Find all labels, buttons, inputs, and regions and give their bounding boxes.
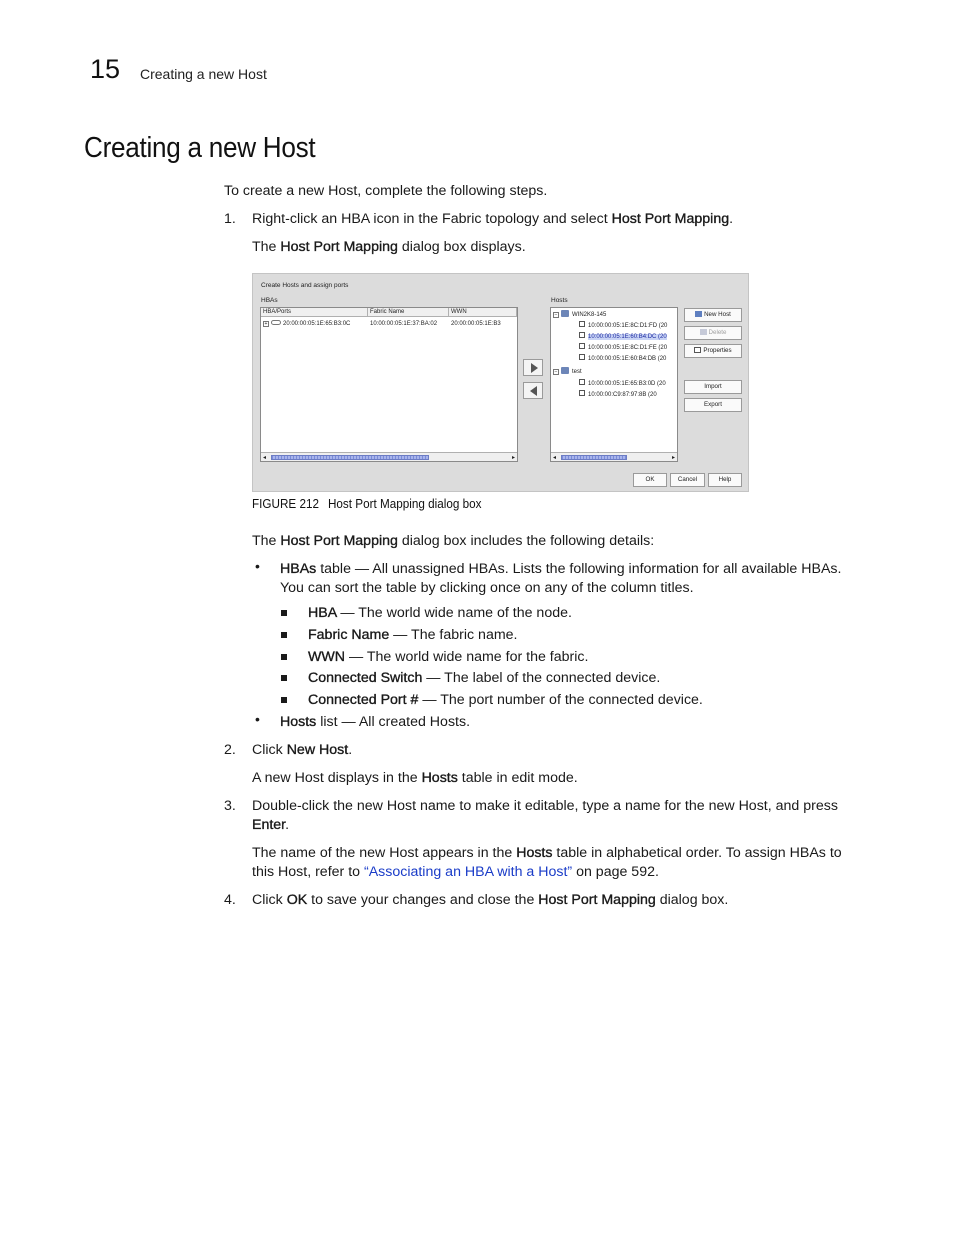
intro-text: To create a new Host, complete the following steps. [224, 183, 548, 199]
details-intro: The Host Port Mapping dialog box includes the following details: [252, 533, 655, 549]
properties-icon [694, 347, 701, 353]
fabric-name-cell: 10:00:00:05:1E:37:BA:02 [370, 321, 438, 327]
associating-hba-link[interactable]: “Associating an HBA with a Host” [363, 864, 573, 880]
step-2-number: 2. [224, 742, 236, 758]
port-icon [579, 354, 585, 360]
bullet-icon: • [255, 558, 260, 574]
sub-item-connected-port: Connected Port # — The port number of the connected device. [308, 692, 703, 708]
list-item[interactable] [579, 343, 667, 352]
scroll-right-icon[interactable]: ▸ [511, 455, 515, 461]
arrow-right-icon [531, 363, 538, 373]
wwn-cell: 20:00:00:05:1E:B3 [451, 321, 501, 327]
step-3-text-line2: Enter. [252, 817, 290, 833]
hbas-scroll-thumb[interactable] [271, 455, 429, 460]
hbas-horizontal-scrollbar[interactable] [261, 452, 517, 461]
chapter-number: 15 [90, 54, 121, 84]
host-port-mapping-dialog [252, 273, 749, 492]
hbas-label: HBAs [261, 297, 278, 304]
step-2-text: Click New Host. [252, 742, 353, 758]
port-label-selected: 10:00:00:05:1E:60:B4:DC (20 [588, 334, 667, 340]
sub-item-wwn: WWN — The world wide name for the fabric. [308, 649, 589, 665]
hosts-scroll-thumb[interactable] [561, 455, 627, 460]
port-label: 10:00:00:05:1E:65:B3:0D (20 [588, 381, 666, 387]
step-3-text: Double-click the new Host name to make it editable, type a name for the new Host, and press [252, 798, 838, 814]
port-icon [579, 332, 585, 338]
collapse-icon[interactable]: − [554, 369, 558, 375]
list-item[interactable] [579, 321, 667, 330]
table-row[interactable] [263, 320, 367, 328]
step-1-number: 1. [224, 211, 236, 227]
dialog-header: Create Hosts and assign ports [261, 282, 349, 289]
host-icon [561, 310, 569, 317]
hbas-bullet-text: HBAs table — All unassigned HBAs. Lists the following information for all available HBAs. [280, 561, 842, 577]
column-hba-ports[interactable]: HBA/Ports [261, 308, 368, 317]
hosts-label: Hosts [551, 297, 568, 304]
figure-title: Host Port Mapping dialog box [327, 496, 482, 511]
square-bullet-icon [281, 675, 287, 681]
hba-cell: 20:00:00:05:1E:65:B3:0C [283, 321, 351, 327]
host-node-win2k8[interactable] [553, 310, 606, 319]
square-bullet-icon [281, 697, 287, 703]
host-name: WIN2K8-145 [572, 312, 607, 318]
step-3-result-line2: this Host, refer to “Associating an HBA with a Host” on page 592. [252, 864, 659, 880]
assign-right-button[interactable] [523, 359, 543, 376]
step-3-number: 3. [224, 798, 236, 814]
port-label: 10:00:00:05:1E:60:B4:DB (20 [588, 356, 667, 362]
figure-number: FIGURE 212 [252, 496, 319, 511]
step-1-result: The Host Port Mapping dialog box displays. [252, 239, 526, 255]
figure-caption [252, 496, 481, 511]
step-4-number: 4. [224, 892, 236, 908]
list-item[interactable] [579, 390, 657, 399]
step-1-text: Right-click an HBA icon in the Fabric topology and select Host Port Mapping. [252, 211, 734, 227]
arrow-left-icon [530, 386, 537, 396]
hosts-tree[interactable] [550, 307, 678, 462]
host-icon [561, 367, 569, 374]
port-label: 10:00:00:05:1E:8C:D1:FE (20 [588, 345, 668, 351]
step-3-result: The name of the new Host appears in the Hosts table in alphabetical order. To assign HBAs to [252, 845, 842, 861]
hba-icon [271, 320, 281, 325]
delete-icon [700, 329, 707, 335]
import-button[interactable]: Import [684, 380, 742, 394]
bullet-icon: • [255, 711, 260, 727]
hosts-horizontal-scrollbar[interactable] [551, 452, 677, 461]
host-name: test [572, 369, 582, 375]
port-label: 10:00:00:C9:87:97:8B (20 [588, 392, 657, 398]
sub-item-hba: HBA — The world wide name of the node. [308, 605, 572, 621]
port-icon [579, 343, 585, 349]
column-fabric-name[interactable]: Fabric Name [368, 308, 449, 317]
square-bullet-icon [281, 610, 287, 616]
delete-button[interactable]: Delete [684, 326, 742, 340]
step-4-text: Click OK to save your changes and close the Host Port Mapping dialog box. [252, 892, 729, 908]
scroll-left-icon[interactable]: ◂ [263, 455, 267, 461]
running-title: Creating a new Host [140, 66, 267, 82]
properties-button[interactable]: Properties [684, 344, 742, 358]
port-label: 10:00:00:05:1E:8C:D1:FD (20 [588, 323, 668, 329]
square-bullet-icon [281, 632, 287, 638]
unassign-left-button[interactable] [523, 382, 543, 399]
ok-button[interactable]: OK [633, 473, 667, 487]
hbas-table[interactable] [260, 307, 518, 462]
new-host-button[interactable]: New Host [684, 308, 742, 322]
cancel-button[interactable]: Cancel [670, 473, 705, 487]
step-2-result: A new Host displays in the Hosts table in edit mode. [252, 770, 578, 786]
port-icon [579, 379, 585, 385]
host-node-test[interactable] [553, 367, 582, 376]
expand-icon[interactable]: + [264, 321, 268, 327]
column-wwn[interactable]: WWN [449, 308, 517, 317]
page-title: Creating a new Host [84, 132, 316, 164]
list-item[interactable] [579, 379, 666, 388]
square-bullet-icon [281, 654, 287, 660]
scroll-left-icon[interactable]: ◂ [553, 455, 557, 461]
port-icon [579, 321, 585, 327]
collapse-icon[interactable]: − [554, 312, 558, 318]
sub-item-connected-switch: Connected Switch — The label of the connected device. [308, 670, 661, 686]
new-host-icon [695, 311, 702, 317]
sub-item-fabric-name: Fabric Name — The fabric name. [308, 627, 518, 643]
help-button[interactable]: Help [708, 473, 742, 487]
list-item[interactable] [579, 332, 667, 341]
scroll-right-icon[interactable]: ▸ [671, 455, 675, 461]
export-button[interactable]: Export [684, 398, 742, 412]
list-item[interactable] [579, 354, 666, 363]
hbas-bullet-text-line2: You can sort the table by clicking once on any of the column titles. [280, 580, 694, 596]
hosts-bullet-text: Hosts list — All created Hosts. [280, 714, 471, 730]
port-icon [579, 390, 585, 396]
